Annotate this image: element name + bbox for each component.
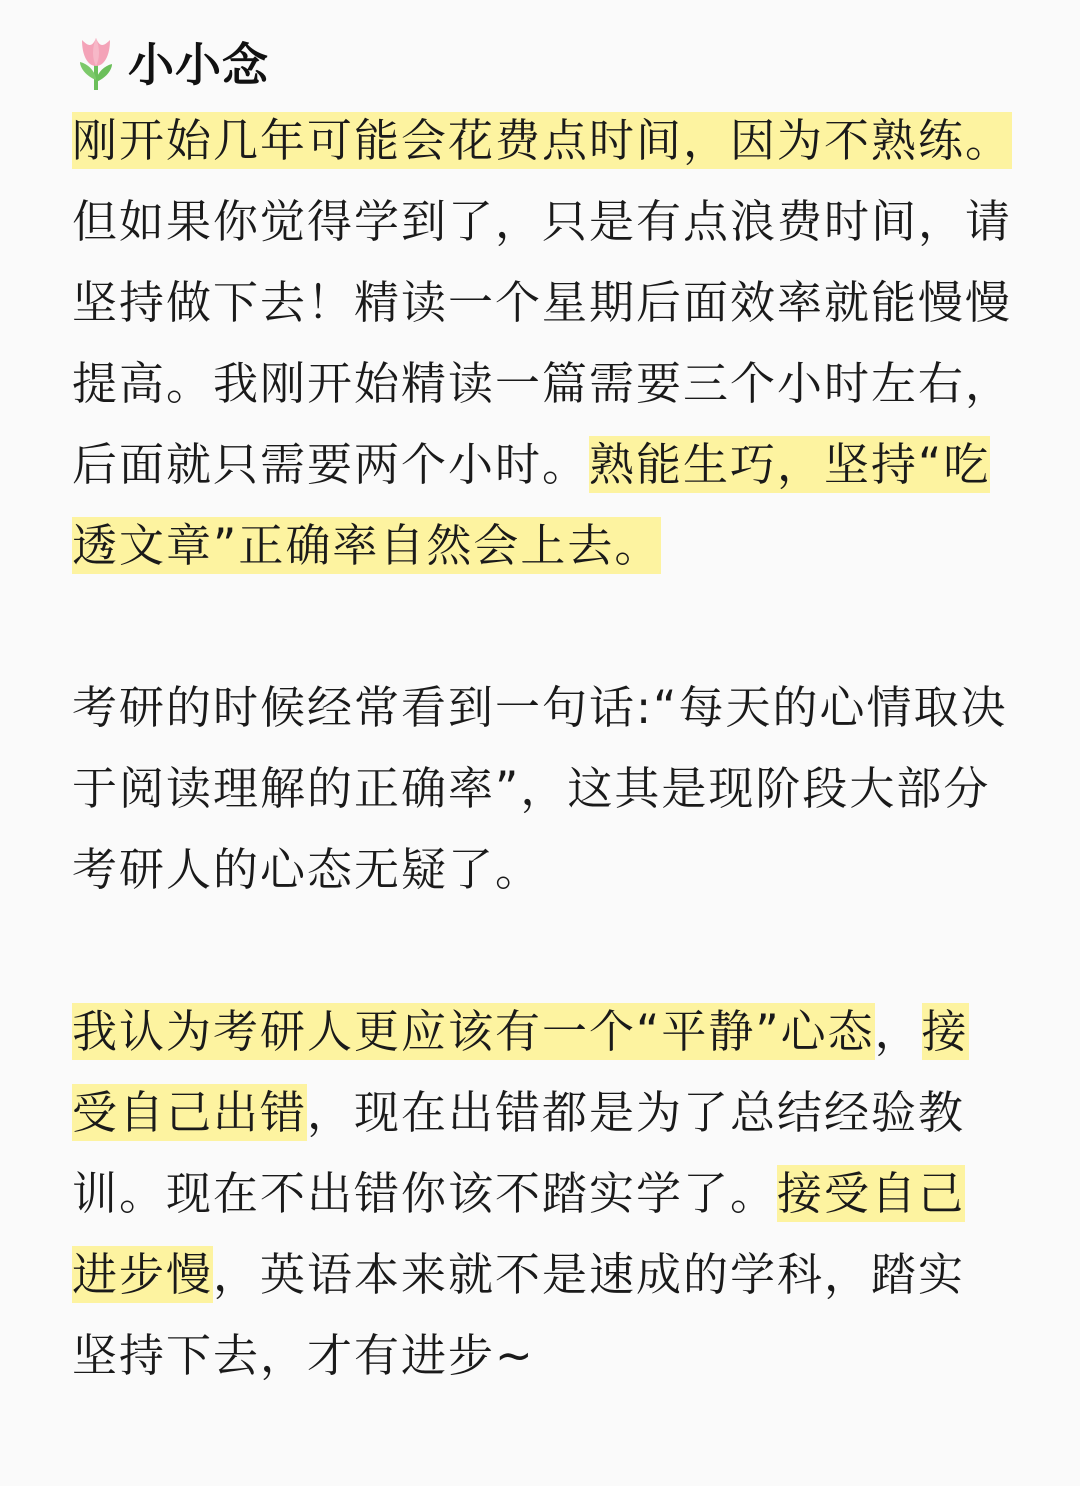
highlighted-text: 熟能生巧，坚持“吃透文章”正确率自然会上去。 xyxy=(72,438,991,572)
paragraph-2 xyxy=(72,667,1012,910)
paragraph-1 xyxy=(72,100,1012,586)
highlighted-text: 接受自己进步慢 xyxy=(72,1167,966,1301)
note-title: 小小念 xyxy=(128,38,269,92)
highlighted-text: 接受自己出错 xyxy=(72,1005,969,1139)
tulip-icon xyxy=(72,32,120,92)
note-header xyxy=(72,28,1020,96)
body-text: ， xyxy=(874,1005,922,1058)
body-text: 但如果你觉得学到了，只是有点浪费时间，请坚持做下去！精读一个星期后面效率就能慢慢提高。我刚开始精读一篇需要三个小时左右，后面就只需要两个小时。 xyxy=(72,195,1013,491)
paragraph-3 xyxy=(72,991,1012,1396)
highlighted-text: 刚开始几年可能会花费点时间，因为不熟练。 xyxy=(72,114,1013,167)
highlighted-text: 我认为考研人更应该有一个“平静”心态 xyxy=(72,1005,875,1058)
body-text: 考研的时候经常看到一句话:“每天的心情取决于阅读理解的正确率”，这其是现阶段大部分考研人的心态无疑了。 xyxy=(72,681,1008,896)
body-text: ，现在出错都是为了总结经验教训。现在不出错你该不踏实学了。 xyxy=(72,1086,966,1220)
body-text: ，英语本来就不是速成的学科，踏实坚持下去，才有进步~ xyxy=(72,1248,966,1382)
